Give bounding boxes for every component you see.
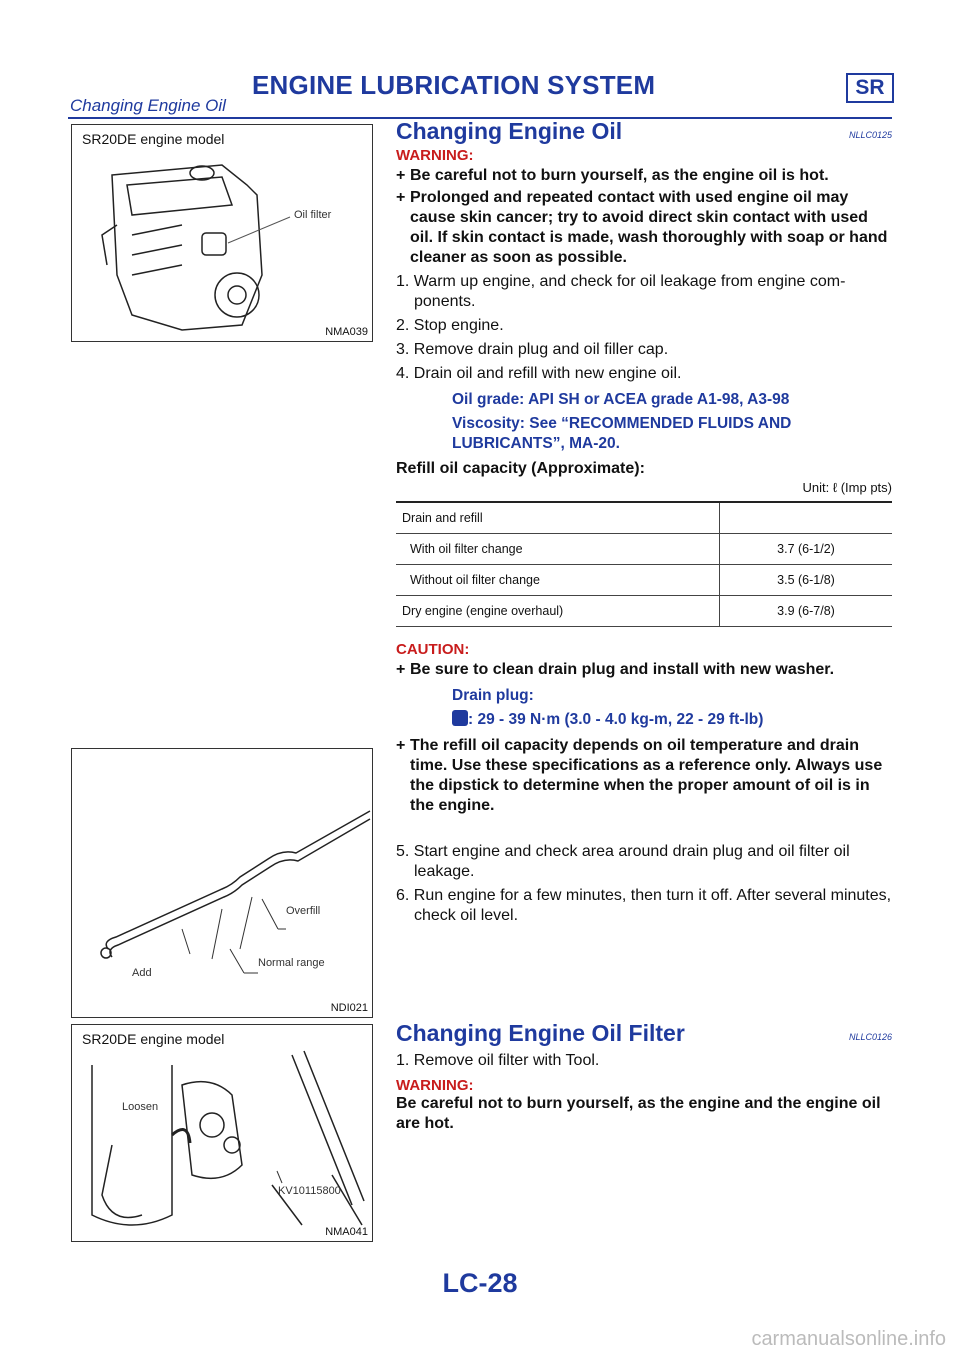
- step: 4. Drain oil and refill with new engine oil.: [396, 365, 682, 382]
- engine-badge: SR: [846, 73, 894, 103]
- cell: [720, 502, 893, 534]
- cell: 3.9 (6-7/8): [720, 596, 893, 627]
- cell: Drain and refill: [396, 502, 720, 534]
- warning-bullet: + Prolonged and repeated contact with used engine oil may cause skin cancer; try to avoid direct skin contact with used oil. If skin contact is made, wash thoroughly with soap or hand cleaner as soon as possible.: [396, 188, 892, 268]
- figure-code: NMA039: [325, 326, 368, 338]
- heading: Changing Engine Oil NLLC0125: [396, 118, 892, 144]
- heading: Changing Engine Oil Filter NLLC0126: [396, 1020, 892, 1046]
- step: 6. Run engine for a few minutes, then turn it off. After several minutes, check oil level.: [396, 887, 892, 924]
- spec-drain-plug: Drain plug:: [452, 687, 534, 704]
- figure-title: SR20DE engine model: [82, 1031, 225, 1047]
- label-overfill: Overfill: [286, 905, 321, 917]
- figure-title: SR20DE engine model: [82, 131, 225, 147]
- cell: 3.5 (6-1/8): [720, 565, 893, 596]
- caution-bullet: + Be sure to clean drain plug and install with new washer.: [396, 660, 892, 680]
- section-subtitle: Changing Engine Oil: [70, 96, 226, 115]
- steps-continued: [396, 838, 892, 926]
- table-row: [396, 565, 892, 596]
- engine-illustration: [72, 125, 372, 341]
- warning-bullet: + Be careful not to burn yourself, as the engine oil is hot.: [396, 166, 892, 186]
- label-tool-number: KV10115800: [278, 1185, 341, 1197]
- section-changing-oil: [396, 118, 892, 816]
- figure-code: NMA041: [325, 1226, 368, 1238]
- warning-label: WARNING:: [396, 147, 474, 164]
- label-normal-range: Normal range: [258, 957, 325, 969]
- figure-dipstick: [71, 748, 373, 1018]
- refill-title: Refill oil capacity (Approximate):: [396, 460, 645, 477]
- table-row: [396, 502, 892, 534]
- torque-wrench-icon: [452, 710, 468, 726]
- table-row: [396, 596, 892, 627]
- caution-bullet: + The refill oil capacity depends on oil temperature and drain time. Use these specifications as a reference only. Always use the dipstick to determine when the proper amount of oil is in the engine.: [396, 736, 892, 816]
- page-number: LC-28: [442, 1268, 518, 1298]
- spec-viscosity: Viscosity: See “RECOMMENDED FLUIDS AND LUBRICANTS”, MA-20.: [452, 415, 792, 452]
- spec-oil-grade: Oil grade: API SH or ACEA grade A1-98, A3-98: [452, 391, 790, 408]
- ref-code: NLLC0126: [848, 1032, 892, 1042]
- step: 1. Remove oil filter with Tool.: [396, 1052, 600, 1069]
- cell: Dry engine (engine overhaul): [396, 596, 720, 627]
- step: 1. Warm up engine, and check for oil leakage from engine com-ponents.: [396, 273, 846, 310]
- step: 2. Stop engine.: [396, 317, 504, 334]
- capacity-table: [396, 501, 892, 627]
- ref-code: NLLC0125: [848, 130, 892, 140]
- figure-oil-filter-removal: [71, 1024, 373, 1242]
- figure-engine: [71, 124, 373, 342]
- spec-torque: : 29 - 39 N·m (3.0 - 4.0 kg-m, 22 - 29 ft-lb): [452, 710, 892, 730]
- label-loosen: Loosen: [122, 1101, 159, 1113]
- watermark: carmanualsonline.info: [751, 1328, 946, 1350]
- unit-label: Unit: ℓ (Imp pts): [802, 480, 892, 495]
- warning-text: Be careful not to burn yourself, as the engine and the engine oil are hot.: [396, 1095, 881, 1132]
- cell: 3.7 (6-1/2): [720, 534, 893, 565]
- cell: Without oil filter change: [396, 565, 720, 596]
- warning-label: WARNING:: [396, 1077, 474, 1094]
- step: 3. Remove drain plug and oil filler cap.: [396, 341, 669, 358]
- label-oil-filter: Oil filter: [294, 209, 332, 221]
- section-title: ENGINE LUBRICATION SYSTEM: [252, 70, 656, 100]
- step: 5. Start engine and check area around drain plug and oil filter oil leakage.: [396, 843, 850, 880]
- filter-removal-illustration: [72, 1025, 372, 1241]
- label-add: Add: [132, 967, 152, 979]
- figure-code: NDI021: [330, 1002, 368, 1014]
- table-row: [396, 534, 892, 565]
- cell: With oil filter change: [396, 534, 720, 565]
- caution-label: CAUTION:: [396, 641, 470, 658]
- section-changing-filter: [396, 1020, 892, 1134]
- dipstick-illustration: [72, 749, 372, 1017]
